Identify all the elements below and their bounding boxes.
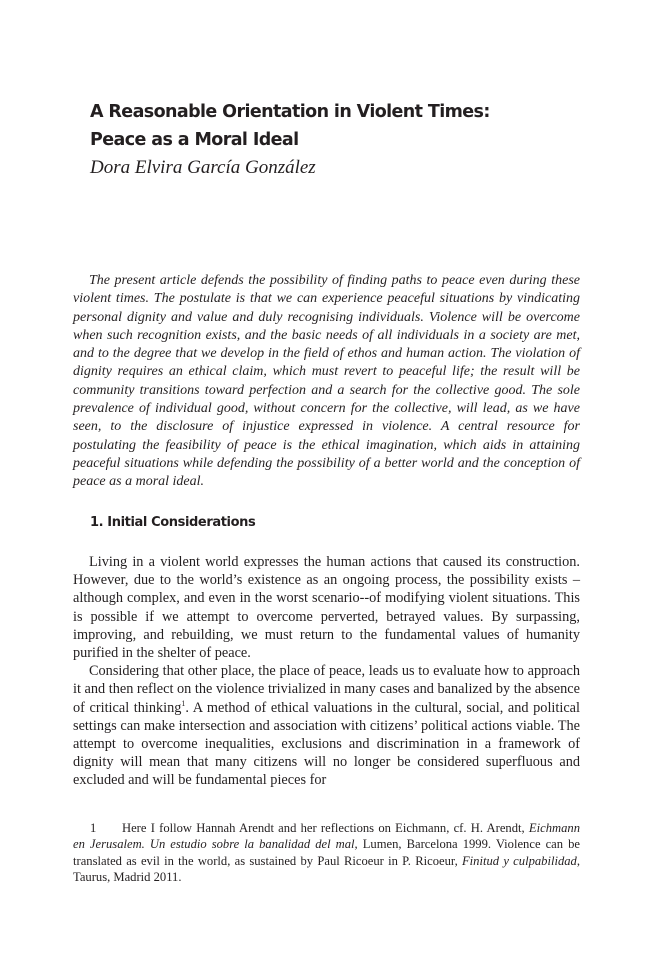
article-author: Dora Elvira García González — [90, 157, 316, 178]
footnote-number: 1 — [90, 821, 97, 835]
footnote — [73, 820, 580, 885]
footnote-text-3: , Taurus, Madrid 2011. — [73, 853, 580, 884]
article-header — [90, 98, 610, 181]
body-paragraph-2-text-a: Considering that other place, the place of peace, leads us to evaluate how to approach it and then reflect on the violence trivialized in many cases and banalized by the absence of critical thinking — [73, 663, 580, 716]
section-heading: 1. Initial Considerations — [90, 515, 256, 530]
body-paragraph-2-text-b: . A method of ethical valuations in the cultural, social, and political settings can make intersection and association with citizens’ political actions viable. The attempt to overcome inequalities, exclusions and discrimination in a framework of dignity will mean that many citizens will no longer be considered superfluous and excluded and will be fundamental pieces for — [73, 699, 580, 789]
section-body — [73, 553, 580, 790]
body-paragraph-1: Living in a violent world expresses the human actions that caused its construction. However, due to the world’s existence as an ongoing process, the possibility exists – although complex, and even in the worst scenario--of modifying violent situations. This is possible if we attempt to overcome perverted, betrayed values. By surpassing, improving, and rebuilding, we must return to the fundamental values of humanity purified in the shelter of peace. — [73, 554, 580, 662]
footnote-book-title-2: Finitud y culpabilidad — [461, 853, 577, 868]
footnote-reference[interactable]: 1 — [181, 698, 186, 708]
article-title-line-2: Peace as a Moral Ideal — [90, 130, 299, 150]
article-title-line-1: A Reasonable Orientation in Violent Times: — [90, 102, 490, 122]
body-paragraph-2 — [73, 662, 580, 789]
footnote-text-1: Here I follow Hannah Arendt and her reflections on Eichmann, cf. H. Arendt, — [122, 821, 529, 835]
article-abstract: The present article defends the possibility of finding paths to peace even during these violent times. The postulate is that we can experience peaceful situations by vindicating personal dignity and value and duly recognising individuals. Violence will be overcome when such recognition exists, and the basic needs of all individuals in a society are met, and to the degree that we develop in the field of ethos and human action. The violation of dignity requires an ethical claim, which must revert to peaceful life; the result will be community transitions toward perfection and a search for the collective good. The sole prevalence of individual good, without concern for the collective, will lead, as we have seen, to the disclosure of injustice expressed in violence. A central resource for postulating the feasibility of peace is the ethical imagination, which aids in attaining peaceful situations while defending the possibility of a better world and the conception of peace as a moral ideal. — [73, 273, 580, 490]
footnote-text-2: Lumen, Barcelona 1999. Violence can be translated as evil in the world, as sustained by Paul Ricoeur in P. Ricoeur, — [73, 837, 580, 868]
footnote-book-title-1: Eichmann en Jerusalem. Un estudio sobre la banalidad del mal, — [73, 821, 580, 852]
